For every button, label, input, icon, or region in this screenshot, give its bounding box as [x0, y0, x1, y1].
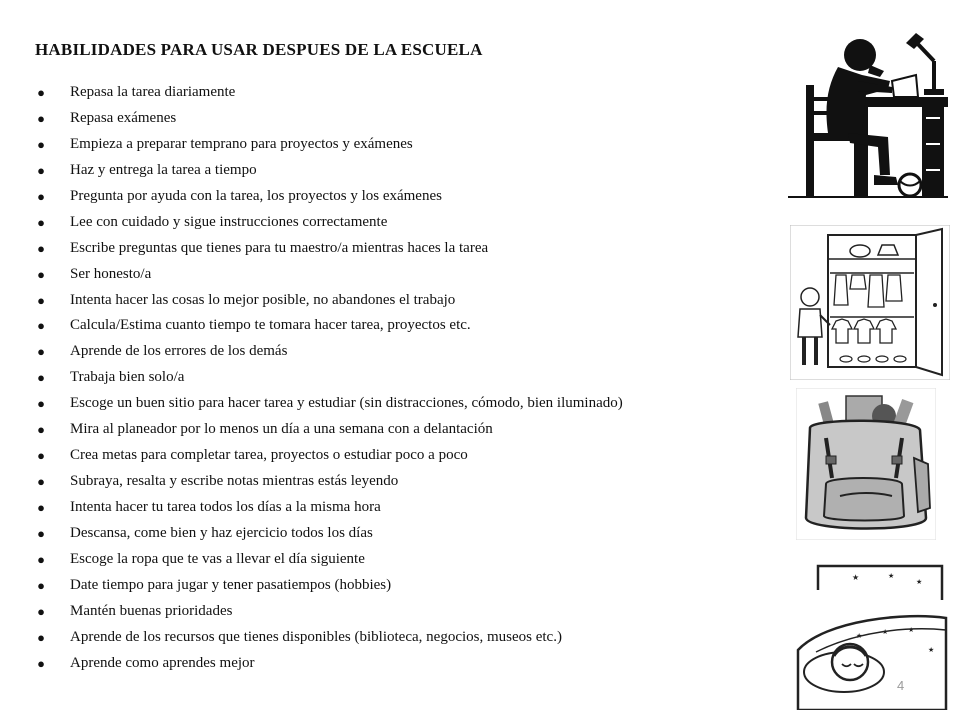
- list-item-text: Mira al planeador por lo menos un día a una semana con a delantación: [70, 421, 493, 438]
- list-item: [35, 210, 780, 236]
- list-item-text: Pregunta por ayuda con la tarea, los proyectos y los exámenes: [70, 187, 442, 204]
- skills-list: [35, 80, 780, 677]
- list-item-text: Escribe preguntas que tienes para tu maestro/a mientras haces la tarea: [70, 239, 489, 256]
- bullet-icon: ●: [37, 474, 45, 490]
- bullet-icon: ●: [37, 214, 45, 230]
- list-item: [35, 365, 780, 391]
- list-item-text: Escoge la ropa que te vas a llevar el día siguiente: [70, 550, 365, 567]
- list-item: [35, 313, 780, 339]
- list-item-text: Trabaja bien solo/a: [70, 369, 185, 386]
- bullet-icon: ●: [37, 110, 45, 126]
- list-item-text: Date tiempo para jugar y tener pasatiempos (hobbies): [70, 576, 392, 593]
- list-item-text: Crea metas para completar tarea, proyectos o estudiar poco a poco: [70, 447, 468, 464]
- list-item-text: Haz y entrega la tarea a tiempo: [70, 161, 257, 178]
- list-item: [35, 339, 780, 365]
- bullet-icon: ●: [37, 655, 45, 671]
- list-item: [35, 236, 780, 262]
- bullet-icon: ●: [37, 603, 45, 619]
- bullet-icon: ●: [37, 577, 45, 593]
- list-item-text: Mantén buenas prioridades: [70, 602, 233, 619]
- list-item: [35, 184, 780, 210]
- list-item-text: Calcula/Estima cuanto tiempo te tomara hacer tarea, proyectos etc.: [70, 317, 471, 334]
- list-item: [35, 495, 780, 521]
- list-item: [35, 469, 780, 495]
- bullet-icon: ●: [37, 629, 45, 645]
- bullet-icon: ●: [37, 136, 45, 152]
- bullet-icon: ●: [37, 525, 45, 541]
- list-item-text: Escoge un buen sitio para hacer tarea y estudiar (sin distracciones, cómodo, bien iluminado): [70, 395, 623, 412]
- bullet-icon: ●: [37, 240, 45, 256]
- list-item-text: Intenta hacer las cosas lo mejor posible, no abandones el trabajo: [70, 291, 456, 308]
- list-item-text: Lee con cuidado y sigue instrucciones correctamente: [70, 213, 388, 230]
- list-item-text: Aprende de los recursos que tienes disponibles (biblioteca, negocios, museos etc.): [70, 628, 562, 645]
- list-item: [35, 158, 780, 184]
- page-title: HABILIDADES PARA USAR DESPUES DE LA ESCUELA: [35, 40, 483, 59]
- svg-text:★: ★: [888, 572, 895, 580]
- bullet-icon: ●: [37, 266, 45, 282]
- list-item-text: Empieza a preparar temprano para proyectos y exámenes: [70, 135, 413, 152]
- list-item-text: Descansa, come bien y haz ejercicio todos los días: [70, 524, 373, 541]
- bullet-icon: ●: [37, 344, 45, 360]
- list-item: [35, 288, 780, 314]
- student-studying-illustration: [788, 25, 948, 200]
- bullet-icon: ●: [37, 422, 45, 438]
- list-item: [35, 443, 780, 469]
- sleeping-child-illustration: [796, 560, 948, 710]
- bullet-icon: ●: [37, 318, 45, 334]
- backpack-illustration: [796, 388, 936, 540]
- list-item: [35, 132, 780, 158]
- bullet-icon: ●: [37, 551, 45, 567]
- list-item-text: Repasa exámenes: [70, 109, 177, 126]
- bullet-icon: ●: [37, 188, 45, 204]
- bullet-icon: ●: [37, 85, 45, 100]
- list-item: [35, 547, 780, 573]
- list-item: [35, 573, 780, 599]
- list-item-text: Intenta hacer tu tarea todos los días a la misma hora: [70, 499, 381, 515]
- list-item: [35, 651, 780, 677]
- bullet-icon: ●: [37, 500, 45, 515]
- svg-text:★: ★: [882, 628, 889, 636]
- list-item: [35, 417, 780, 443]
- bullet-icon: ●: [37, 448, 45, 464]
- closet-illustration: [790, 225, 950, 380]
- list-item: [35, 80, 780, 106]
- svg-text:★: ★: [916, 578, 923, 586]
- page-number: 4: [897, 678, 905, 693]
- svg-text:★: ★: [852, 573, 860, 582]
- list-item: [35, 521, 780, 547]
- list-item: [35, 391, 780, 417]
- svg-text:★: ★: [856, 632, 863, 640]
- list-item: [35, 262, 780, 288]
- bullet-icon: ●: [37, 370, 45, 386]
- list-item: [35, 599, 780, 625]
- svg-text:★: ★: [908, 626, 915, 634]
- list-item-text: Repasa la tarea diariamente: [70, 84, 236, 100]
- list-item-text: Aprende como aprendes mejor: [70, 654, 255, 671]
- bullet-icon: ●: [37, 396, 45, 412]
- list-item: [35, 625, 780, 651]
- bullet-icon: ●: [37, 162, 45, 178]
- list-item-text: Subraya, resalta y escribe notas mientras estás leyendo: [70, 473, 399, 490]
- svg-text:★: ★: [928, 646, 935, 654]
- list-item: [35, 106, 780, 132]
- list-item-text: Ser honesto/a: [70, 265, 152, 282]
- list-item-text: Aprende de los errores de los demás: [70, 343, 288, 360]
- bullet-icon: ●: [37, 292, 45, 308]
